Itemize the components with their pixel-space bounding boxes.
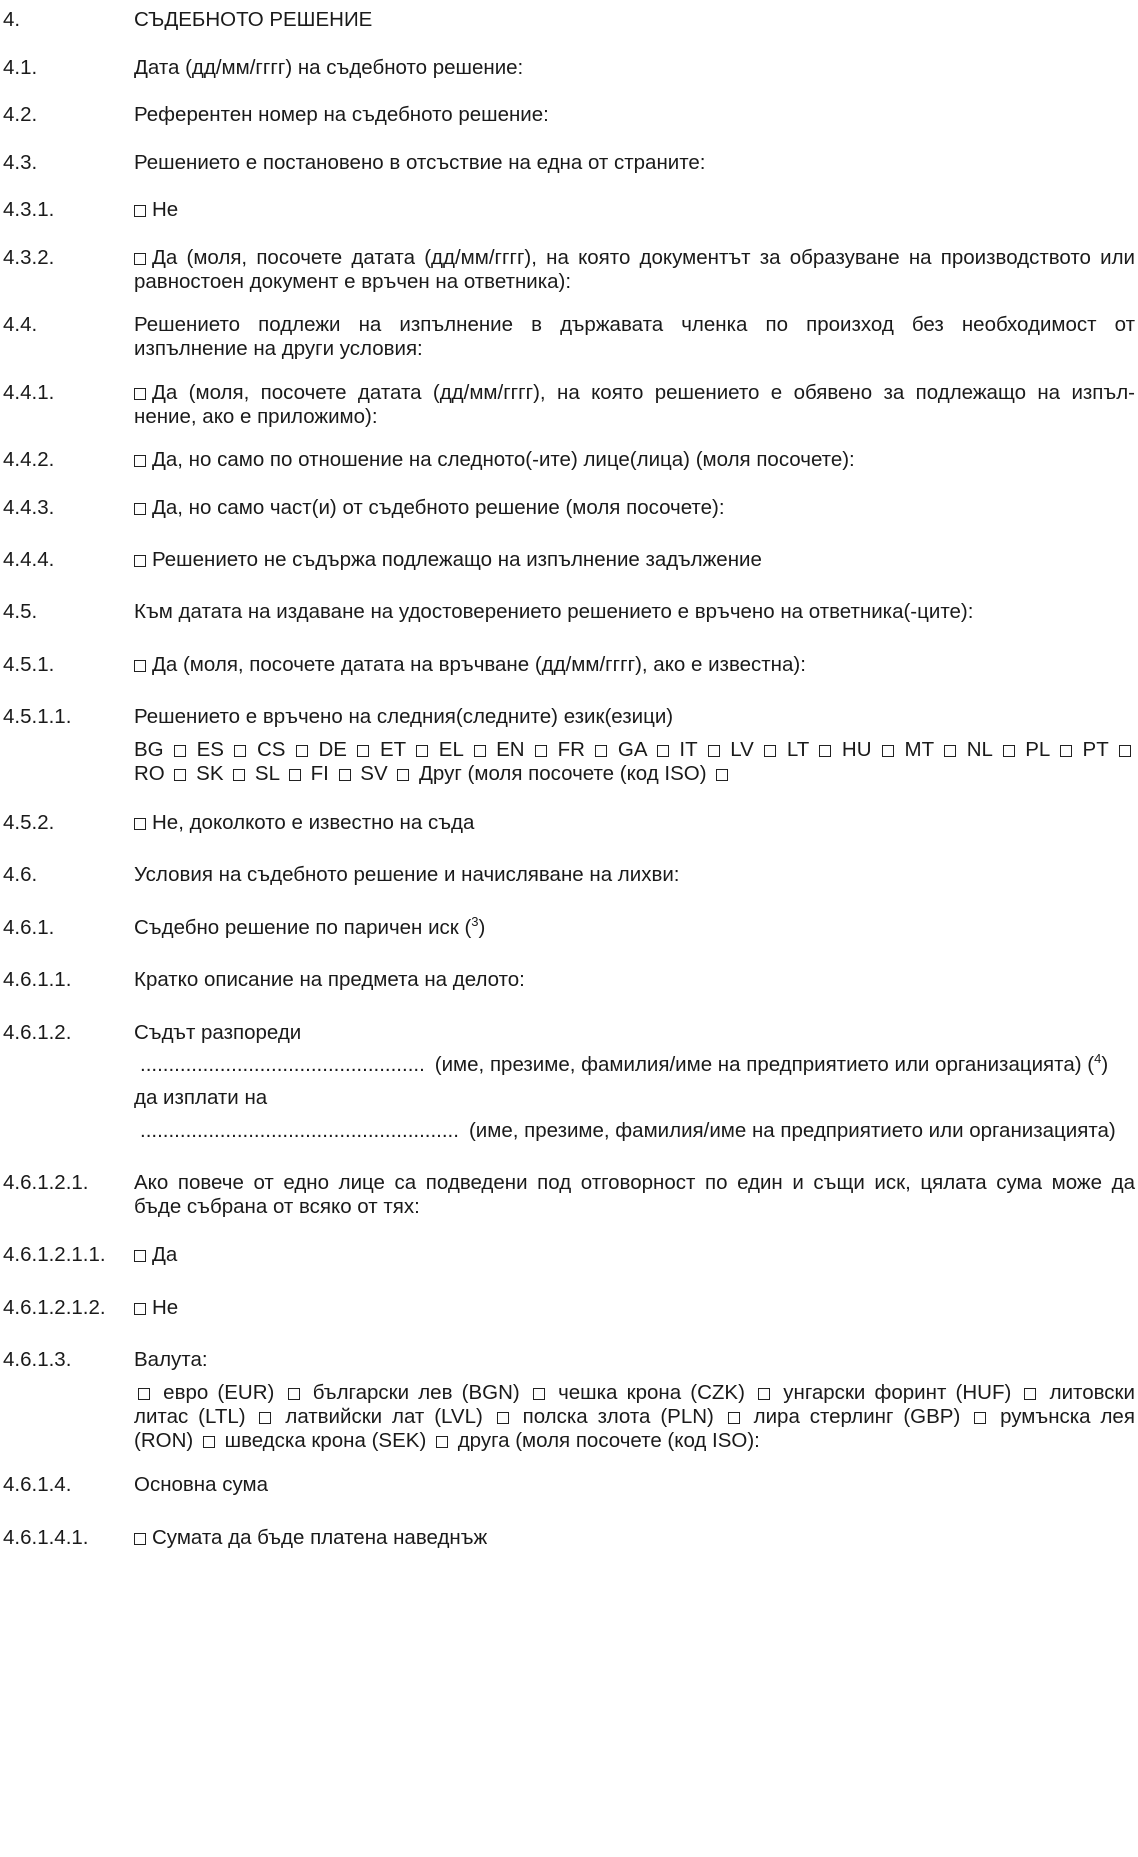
checkbox[interactable] xyxy=(134,1303,146,1315)
field-caption-tail: ) xyxy=(1101,1053,1109,1076)
checkbox[interactable] xyxy=(436,1436,448,1448)
section-number: 4.6.1. xyxy=(3,916,55,939)
currency-option-label: шведска крона (SEK) xyxy=(224,1429,427,1452)
language-option-label: PT xyxy=(1082,738,1109,761)
section-number: 4.5.1.1. xyxy=(3,705,72,728)
checkbox[interactable] xyxy=(134,660,146,672)
checkbox[interactable] xyxy=(288,1388,300,1400)
language-option-label: GA xyxy=(617,738,647,761)
section-number: 4.6.1.3. xyxy=(3,1348,72,1371)
checkbox[interactable] xyxy=(497,1412,509,1424)
option-label: Да (моля, посочете датата (дд/мм/гггг), на която документът за образуване на производството или xyxy=(152,246,1135,269)
checkbox[interactable] xyxy=(296,745,308,757)
language-option-label: FI xyxy=(310,762,329,785)
currency-options-line-1 xyxy=(134,1381,1135,1405)
section-number: 4.3.2. xyxy=(3,246,55,269)
option-label: Да, но само по отношение на следното(-ите) лице(лица) (моля посочете): xyxy=(152,448,855,471)
currency-option-label: литовски xyxy=(1049,1381,1135,1404)
section-label: Съдът разпореди xyxy=(134,1021,302,1044)
checkbox[interactable] xyxy=(1024,1388,1036,1400)
section-number: 4.5. xyxy=(3,600,38,623)
option-label: Да (моля, посочете датата (дд/мм/гггг), на която решението е обявено за подлежащо на изпъл- xyxy=(152,381,1135,404)
language-option-label: EN xyxy=(496,738,525,761)
language-option-label: SK xyxy=(196,762,224,785)
checkbox[interactable] xyxy=(758,1388,770,1400)
checkbox[interactable] xyxy=(882,745,894,757)
section-number: 4.6.1.2.1. xyxy=(3,1171,89,1194)
section-label: Дата (дд/мм/гггг) на съдебното решение: xyxy=(134,56,524,79)
option-label: Не, доколкото е известно на съда xyxy=(152,811,475,834)
language-option-label: FR xyxy=(557,738,585,761)
checkbox[interactable] xyxy=(397,769,409,781)
section-number: 4.6. xyxy=(3,863,38,886)
language-options xyxy=(134,738,1135,786)
checkbox[interactable] xyxy=(234,745,246,757)
language-option-label: NL xyxy=(966,738,993,761)
option-label-continued: нение, ако е приложимо): xyxy=(134,405,378,428)
currency-option-label: румънска лея xyxy=(1000,1405,1135,1428)
footnote-ref[interactable]: 4 xyxy=(1094,1051,1102,1066)
section-label: Решението е връчено на следния(следните) език(езици) xyxy=(134,705,674,728)
currency-options-line-3 xyxy=(134,1429,1135,1453)
currency-options xyxy=(134,1381,1135,1453)
language-option-label: LV xyxy=(730,738,754,761)
creditor-line xyxy=(134,1119,1135,1143)
checkbox[interactable] xyxy=(357,745,369,757)
checkbox[interactable] xyxy=(595,745,607,757)
section-number: 4.4.2. xyxy=(3,448,55,471)
checkbox[interactable] xyxy=(289,769,301,781)
checkbox[interactable] xyxy=(474,745,486,757)
checkbox[interactable] xyxy=(134,205,146,217)
section-number: 4.4. xyxy=(3,313,38,336)
checkbox[interactable] xyxy=(819,745,831,757)
dotted-fill-field[interactable]: ........................................................ xyxy=(140,1119,459,1142)
checkbox[interactable] xyxy=(708,745,720,757)
checkbox[interactable] xyxy=(657,745,669,757)
language-option-label: SV xyxy=(360,762,388,785)
section-number: 4.6.1.1. xyxy=(3,968,72,991)
section-number: 4. xyxy=(3,8,21,31)
option-label: Не xyxy=(152,198,179,221)
option-label-continued: равностоен документ е връчен на ответника): xyxy=(134,270,572,293)
checkbox[interactable] xyxy=(716,769,728,781)
checkbox[interactable] xyxy=(134,555,146,567)
section-label-tail: ) xyxy=(478,916,486,939)
checkbox[interactable] xyxy=(203,1436,215,1448)
checkbox[interactable] xyxy=(1060,745,1072,757)
section-number: 4.6.1.2. xyxy=(3,1021,72,1044)
currency-option-label: български лев (BGN) xyxy=(312,1381,520,1404)
section-heading: СЪДЕБНОТО РЕШЕНИЕ xyxy=(134,8,373,31)
checkbox[interactable] xyxy=(339,769,351,781)
checkbox[interactable] xyxy=(416,745,428,757)
section-number: 4.2. xyxy=(3,103,38,126)
language-option-label: SL xyxy=(254,762,280,785)
checkbox[interactable] xyxy=(174,745,186,757)
checkbox[interactable] xyxy=(174,769,186,781)
currency-option-label: евро (EUR) xyxy=(163,1381,275,1404)
section-label: Съдебно решение по паричен иск ( xyxy=(134,916,472,939)
checkbox[interactable] xyxy=(134,503,146,515)
currency-option-label: (RON) xyxy=(134,1429,194,1452)
checkbox[interactable] xyxy=(1119,745,1131,757)
currency-option-label: унгарски форинт (HUF) xyxy=(783,1381,1012,1404)
section-label: Ако повече от едно лице са подведени под отговорност по един и същи иск, цялата сума може да xyxy=(134,1171,1135,1194)
section-label: Валута: xyxy=(134,1348,208,1371)
option-label: Решението не съдържа подлежащо на изпълнение задължение xyxy=(152,548,762,571)
language-option-label: LT xyxy=(786,738,809,761)
currency-option-label: полска злота (PLN) xyxy=(522,1405,714,1428)
checkbox[interactable] xyxy=(134,253,146,265)
checkbox[interactable] xyxy=(535,745,547,757)
language-option-label: BG xyxy=(134,738,164,761)
language-option-label: ES xyxy=(196,738,224,761)
section-number: 4.6.1.2.1.1. xyxy=(3,1243,106,1266)
section-number: 4.6.1.4. xyxy=(3,1473,72,1496)
language-options-line-2 xyxy=(134,762,1135,786)
section-number: 4.4.1. xyxy=(3,381,55,404)
section-label: Към датата на издаване на удостоверението решението е връчено на ответника(-ците): xyxy=(134,600,974,623)
section-number: 4.1. xyxy=(3,56,38,79)
language-option-label: DE xyxy=(318,738,347,761)
option-label: Да (моля, посочете датата на връчване (дд/мм/гггг), ако е известна): xyxy=(152,653,806,676)
section-number: 4.4.3. xyxy=(3,496,55,519)
language-option-label: EL xyxy=(438,738,464,761)
field-caption: (име, презиме, фамилия/име на предприятието или организацията) ( xyxy=(434,1053,1095,1076)
section-label: Решението подлежи на изпълнение в държавата членка по произход без необходимост от xyxy=(134,313,1135,336)
section-number: 4.3. xyxy=(3,151,38,174)
checkbox[interactable] xyxy=(233,769,245,781)
language-option-label: IT xyxy=(679,738,698,761)
checkbox[interactable] xyxy=(259,1412,271,1424)
currency-option-label: латвийски лат (LVL) xyxy=(285,1405,483,1428)
checkbox[interactable] xyxy=(974,1412,986,1424)
checkbox[interactable] xyxy=(533,1388,545,1400)
checkbox[interactable] xyxy=(1003,745,1015,757)
section-number: 4.4.4. xyxy=(3,548,55,571)
language-option-label: PL xyxy=(1025,738,1050,761)
footnote-ref[interactable]: 3 xyxy=(471,914,479,929)
option-label: Да, но само част(и) от съдебното решение (моля посочете): xyxy=(152,496,725,519)
currency-option-label: литас (LTL) xyxy=(134,1405,246,1428)
language-option-label: MT xyxy=(904,738,934,761)
checkbox[interactable] xyxy=(134,818,146,830)
language-option-label: RO xyxy=(134,762,165,785)
section-label-continued: изпълнение на други условия: xyxy=(134,337,423,360)
section-number: 4.5.2. xyxy=(3,811,55,834)
debtor-line xyxy=(134,1053,1135,1077)
checkbox[interactable] xyxy=(134,1250,146,1262)
checkbox[interactable] xyxy=(134,455,146,467)
section-number: 4.3.1. xyxy=(3,198,55,221)
language-option-label: ET xyxy=(379,738,406,761)
option-label: Да xyxy=(152,1243,178,1266)
section-label: Кратко описание на предмета на делото: xyxy=(134,968,525,991)
checkbox[interactable] xyxy=(138,1388,150,1400)
pay-to-label: да изплати на xyxy=(134,1086,268,1109)
currency-options-line-2 xyxy=(134,1405,1135,1429)
field-caption: (име, презиме, фамилия/име на предприятието или организацията) xyxy=(468,1119,1116,1142)
language-option-label: CS xyxy=(256,738,286,761)
checkbox[interactable] xyxy=(764,745,776,757)
currency-option-label: чешка крона (CZK) xyxy=(558,1381,745,1404)
option-label: Сумата да бъде платена наведнъж xyxy=(152,1526,488,1549)
checkbox[interactable] xyxy=(944,745,956,757)
section-number: 4.6.1.4.1. xyxy=(3,1526,89,1549)
language-option-label: Друг (моля посочете (код ISO) xyxy=(419,762,707,785)
section-label: Референтен номер на съдебното решение: xyxy=(134,103,549,126)
checkbox[interactable] xyxy=(728,1412,740,1424)
checkbox[interactable] xyxy=(134,1533,146,1545)
dotted-fill-field[interactable]: .................................................. xyxy=(140,1053,425,1076)
currency-option-label: друга (моля посочете (код ISO): xyxy=(457,1429,760,1452)
option-label: Не xyxy=(152,1296,179,1319)
section-label: Условия на съдебното решение и начисляване на лихви: xyxy=(134,863,680,886)
currency-option-label: лира стерлинг (GBP) xyxy=(753,1405,961,1428)
section-number: 4.5.1. xyxy=(3,653,55,676)
section-number: 4.6.1.2.1.2. xyxy=(3,1296,106,1319)
checkbox[interactable] xyxy=(134,388,146,400)
section-label: Решението е постановено в отсъствие на една от страните: xyxy=(134,151,706,174)
section-label-continued: бъде събрана от всяко от тях: xyxy=(134,1195,420,1218)
language-option-label: HU xyxy=(841,738,872,761)
language-options-line-1 xyxy=(134,738,1135,762)
section-label: Основна сума xyxy=(134,1473,268,1496)
